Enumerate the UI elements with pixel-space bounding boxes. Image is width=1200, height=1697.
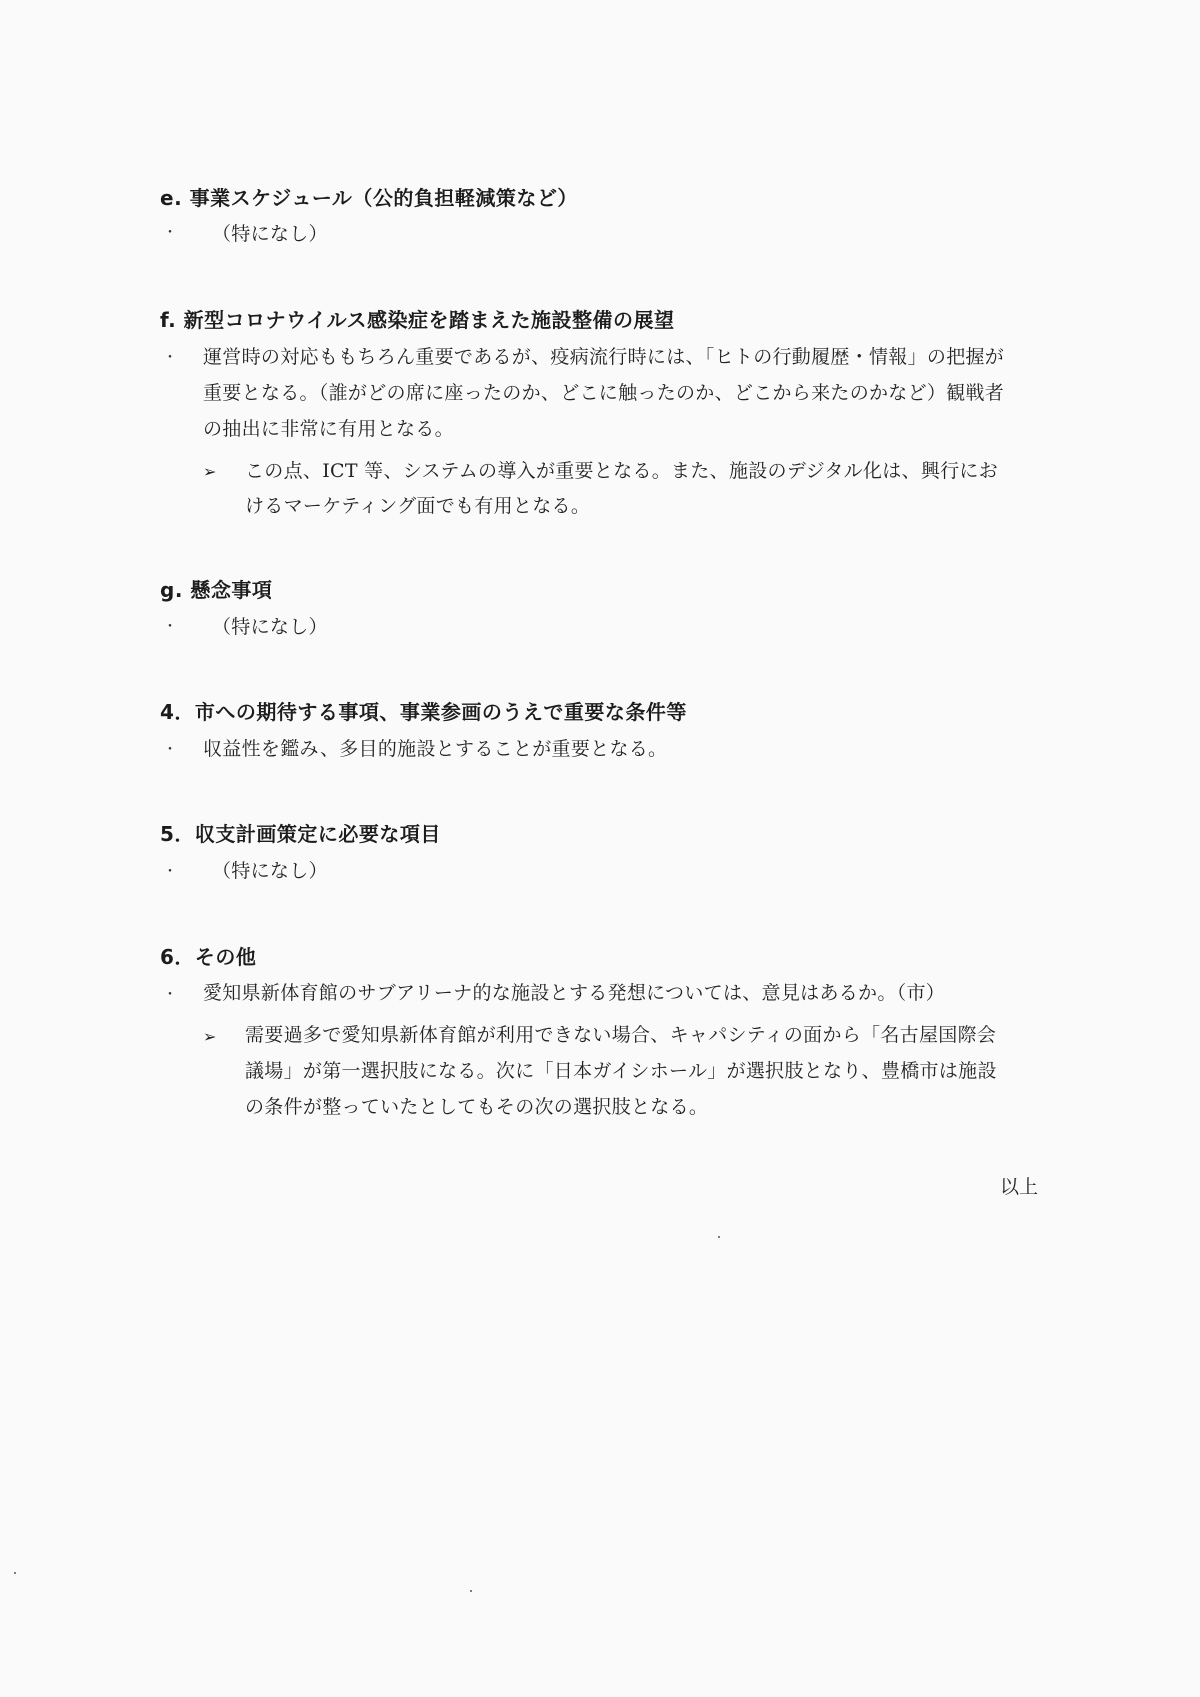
section-e-item: （特になし） bbox=[212, 223, 328, 245]
scan-speck bbox=[470, 1590, 472, 1592]
section-f-heading: f. 新型コロナウイルス感染症を踏まえた施設整備の展望 bbox=[160, 308, 675, 332]
section-g-bullet: ・ bbox=[163, 619, 177, 635]
section-6-bullet: ・ bbox=[163, 987, 177, 1003]
section-f-sub-line-1: この点、ICT 等、システムの導入が重要となる。また、施設のデジタル化は、興行にお bbox=[245, 460, 999, 482]
section-f-bullet: ・ bbox=[163, 350, 177, 366]
section-f-arrow-icon: ➢ bbox=[203, 462, 217, 481]
section-g-item: （特になし） bbox=[212, 616, 328, 638]
section-f-item-line-1: 運営時の対応ももちろん重要であるが、疫病流行時には、「ヒトの行動履歴・情報」の把握が bbox=[203, 346, 1005, 368]
section-5-heading: 5．収支計画策定に必要な項目 bbox=[160, 822, 441, 846]
section-4-item: 収益性を鑑み、多目的施設とすることが重要となる。 bbox=[203, 738, 668, 760]
section-5-item: （特になし） bbox=[212, 860, 328, 882]
section-6-sub-line-3: の条件が整っていたとしてもその次の選択肢となる。 bbox=[245, 1096, 709, 1118]
section-g-heading: g. 懸念事項 bbox=[160, 578, 273, 602]
closing-text: 以上 bbox=[999, 1176, 1038, 1198]
scan-speck bbox=[718, 1236, 720, 1238]
section-6-arrow-icon: ➢ bbox=[203, 1027, 217, 1046]
section-6-sub-line-2: 議場」が第一選択肢になる。次に「日本ガイシホール」が選択肢となり、豊橋市は施設 bbox=[245, 1060, 997, 1082]
section-4-heading: 4．市への期待する事項、事業参画のうえで重要な条件等 bbox=[160, 700, 687, 724]
section-6-heading: 6．その他 bbox=[160, 945, 257, 969]
section-f-sub-line-2: けるマーケティング面でも有用となる。 bbox=[245, 495, 591, 517]
section-e-heading: e. 事業スケジュール（公的負担軽減策など） bbox=[160, 186, 578, 210]
section-e-bullet: ・ bbox=[163, 225, 177, 241]
section-6-sub-line-1: 需要過多で愛知県新体育館が利用できない場合、キャパシティの面から「名古屋国際会 bbox=[245, 1024, 997, 1046]
section-4-bullet: ・ bbox=[163, 742, 177, 758]
section-5-bullet: ・ bbox=[163, 864, 177, 880]
section-6-item: 愛知県新体育館のサブアリーナ的な施設とする発想については、意見はあるか。（市） bbox=[203, 982, 946, 1004]
section-f-item-line-3: の抽出に非常に有用となる。 bbox=[203, 418, 454, 440]
scan-speck bbox=[14, 1572, 16, 1574]
section-f-item-line-2: 重要となる。（誰がどの席に座ったのか、どこに触ったのか、どこから来たのかなど）観戦者 bbox=[203, 382, 1005, 404]
